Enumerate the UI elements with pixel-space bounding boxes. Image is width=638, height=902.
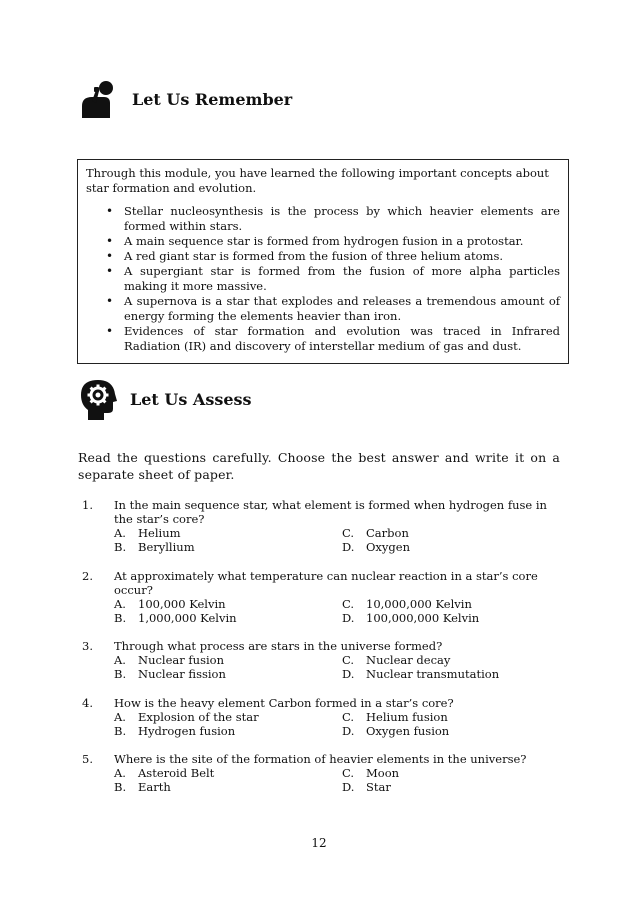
answer-option: [342, 597, 562, 611]
option-text: Hydrogen fusion: [138, 724, 236, 738]
question-text: Through what process are stars in the universe formed?: [114, 639, 443, 653]
answer-option: [342, 667, 562, 681]
answer-options: [114, 526, 562, 554]
option-letter: D.: [342, 540, 355, 554]
answer-option: [342, 780, 562, 794]
question-number: 3.: [82, 639, 93, 653]
option-text: 100,000,000 Kelvin: [366, 611, 480, 625]
question-item: [82, 569, 562, 625]
answer-options: [114, 597, 562, 625]
summary-bullet: • A supernova is a star that explodes and releases a tremendous amount of energy forming the elements heavier than iron.: [106, 294, 560, 324]
summary-box: [77, 159, 569, 364]
section-title-assess: Let Us Assess: [130, 389, 252, 409]
answer-option: [342, 653, 562, 667]
answer-options: [114, 653, 562, 681]
option-letter: B.: [114, 667, 127, 681]
option-letter: C.: [342, 710, 355, 724]
summary-bullet: • Stellar nucleosynthesis is the process by which heavier elements are formed within stars.: [106, 204, 560, 234]
option-letter: C.: [342, 597, 355, 611]
answer-option: [114, 710, 342, 724]
question-text: How is the heavy element Carbon formed in a star’s core?: [114, 696, 454, 710]
let-us-remember-header: [80, 80, 292, 118]
answer-option: [342, 526, 562, 540]
answer-option: [114, 540, 342, 554]
answer-option: [342, 710, 562, 724]
option-letter: A.: [114, 710, 126, 724]
question-text: Where is the site of the formation of heavier elements in the universe?: [114, 752, 527, 766]
summary-intro: Through this module, you have learned the following important concepts about star formation and evolution.: [86, 166, 549, 195]
option-text: Asteroid Belt: [138, 766, 215, 780]
answer-option: [114, 611, 342, 625]
summary-bullet-list: [86, 204, 560, 354]
option-text: Nuclear fission: [138, 667, 226, 681]
summary-bullet: • Evidences of star formation and evolution was traced in Infrared Radiation (IR) and discovery of interstellar medium of gas and dust.: [106, 324, 560, 354]
option-text: Helium fusion: [366, 710, 448, 724]
question-number: 1.: [82, 498, 93, 512]
option-letter: C.: [342, 766, 355, 780]
option-letter: A.: [114, 597, 126, 611]
option-letter: D.: [342, 724, 355, 738]
option-text: Nuclear fusion: [138, 653, 224, 667]
answer-option: [342, 611, 562, 625]
option-letter: A.: [114, 526, 126, 540]
option-letter: D.: [342, 667, 355, 681]
option-text: Helium: [138, 526, 181, 540]
question-number: 4.: [82, 696, 93, 710]
option-letter: D.: [342, 611, 355, 625]
option-letter: C.: [342, 526, 355, 540]
question-item: [82, 498, 562, 554]
assess-instructions: Read the questions carefully. Choose the best answer and write it on a separate sheet of paper.: [78, 450, 560, 482]
option-text: Nuclear transmutation: [366, 667, 500, 681]
answer-option: [114, 780, 342, 794]
option-letter: C.: [342, 653, 355, 667]
answer-option: [114, 597, 342, 611]
question-number: 2.: [82, 569, 93, 583]
option-letter: B.: [114, 611, 127, 625]
option-letter: A.: [114, 653, 126, 667]
option-text: Oxygen: [366, 540, 410, 554]
question-item: [82, 696, 562, 738]
option-text: Carbon: [366, 526, 409, 540]
option-letter: B.: [114, 540, 127, 554]
answer-options: [114, 766, 562, 794]
answer-option: [114, 526, 342, 540]
answer-option: [114, 724, 342, 738]
page-number: 12: [311, 836, 327, 850]
option-text: Oxygen fusion: [366, 724, 450, 738]
question-item: [82, 752, 562, 794]
section-title-remember: Let Us Remember: [132, 89, 293, 109]
head-gear-icon: [80, 378, 118, 420]
answer-option: [114, 653, 342, 667]
summary-bullet: • A main sequence star is formed from hydrogen fusion in a protostar.: [106, 234, 560, 249]
question-text: At approximately what temperature can nuclear reaction in a star’s core occur?: [114, 569, 538, 597]
option-text: Explosion of the star: [138, 710, 259, 724]
option-text: Nuclear decay: [366, 653, 451, 667]
option-text: Beryllium: [138, 540, 195, 554]
answer-option: [114, 667, 342, 681]
question-item: [82, 639, 562, 681]
let-us-assess-header: [80, 378, 252, 420]
option-letter: B.: [114, 724, 127, 738]
answer-options: [114, 710, 562, 738]
option-text: 1,000,000 Kelvin: [138, 611, 237, 625]
answer-option: [342, 766, 562, 780]
option-text: Star: [366, 780, 391, 794]
question-text: In the main sequence star, what element is formed when hydrogen fuse in the star’s core?: [114, 498, 547, 526]
option-letter: B.: [114, 780, 127, 794]
answer-option: [342, 724, 562, 738]
question-number: 5.: [82, 752, 93, 766]
summary-bullet: • A supergiant star is formed from the fusion of more alpha particles making it more massive.: [106, 264, 560, 294]
option-text: 100,000 Kelvin: [138, 597, 226, 611]
person-thinking-icon: [80, 80, 120, 118]
option-text: Moon: [366, 766, 400, 780]
answer-option: [114, 766, 342, 780]
option-letter: A.: [114, 766, 126, 780]
option-text: Earth: [138, 780, 171, 794]
option-text: 10,000,000 Kelvin: [366, 597, 472, 611]
summary-bullet: • A red giant star is formed from the fusion of three helium atoms.: [106, 249, 560, 264]
answer-option: [342, 540, 562, 554]
option-letter: D.: [342, 780, 355, 794]
